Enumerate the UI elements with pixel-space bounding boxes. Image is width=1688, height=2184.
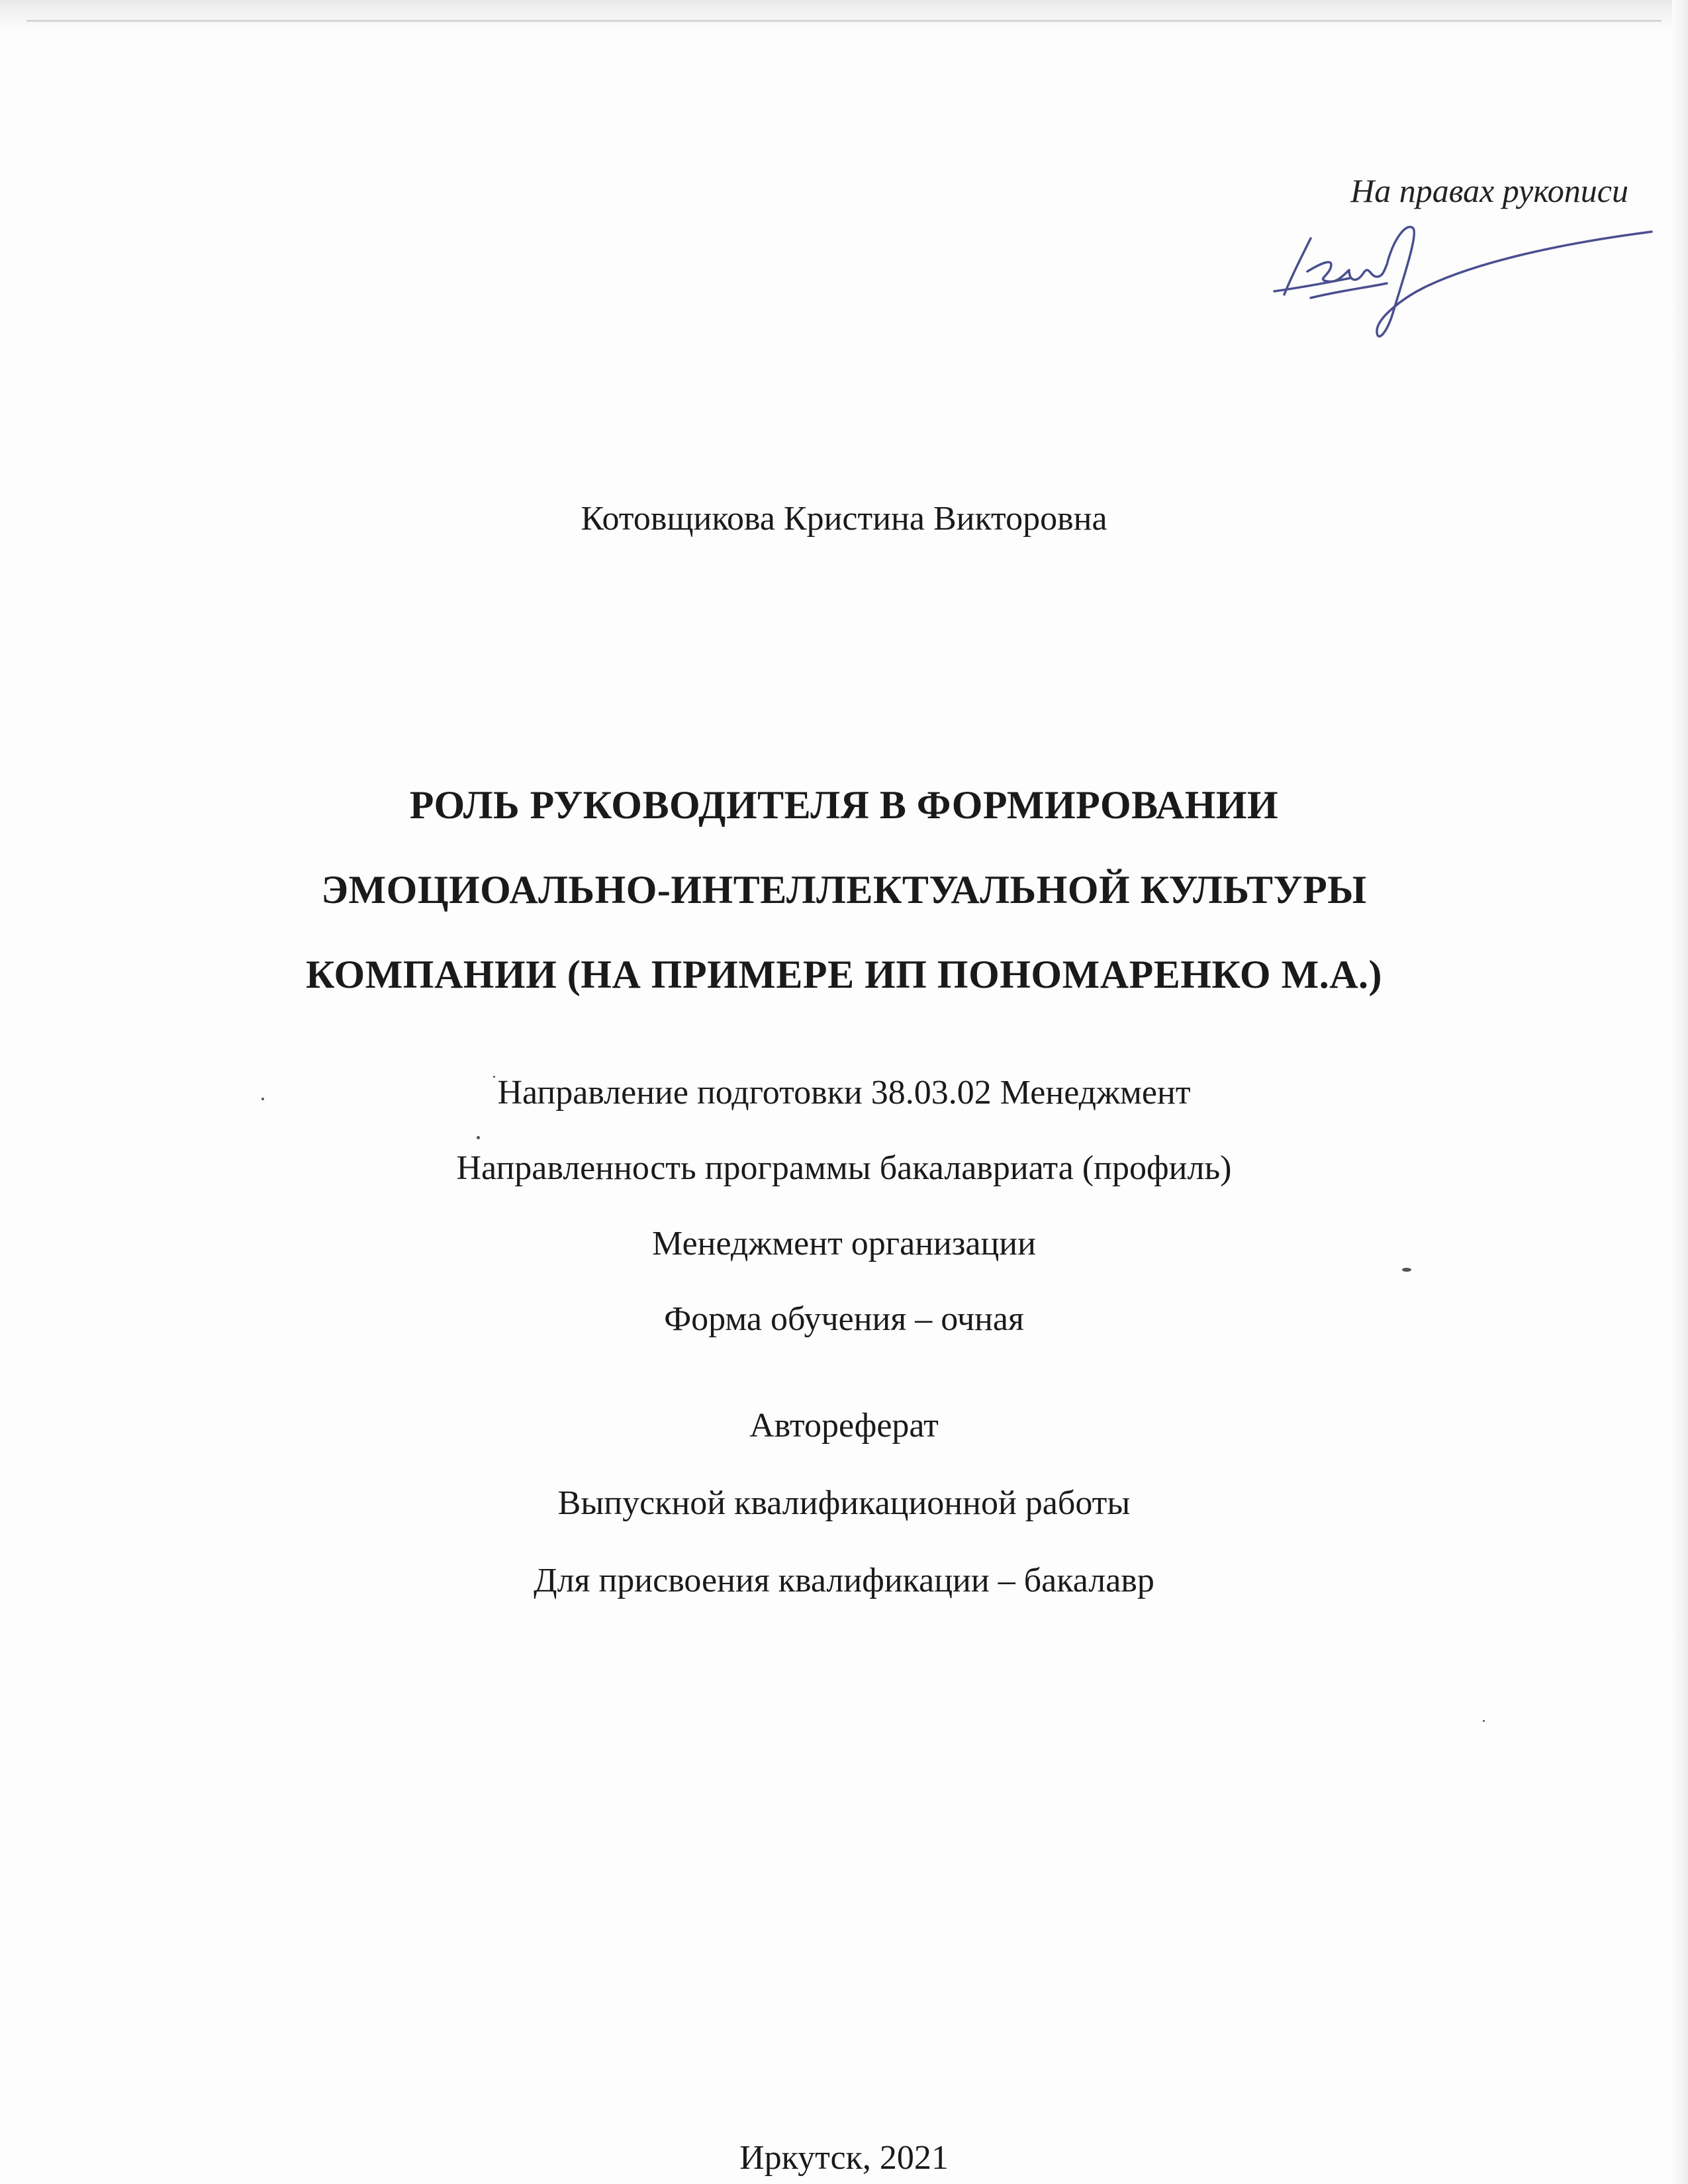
thesis-title <box>0 763 1688 1017</box>
title-line: КОМПАНИИ (НА ПРИМЕРЕ ИП ПОНОМАРЕНКО М.А.) <box>305 953 1383 996</box>
city-year: Иркутск, 2021 <box>739 2139 949 2177</box>
qualification: Для присвоения квалификации – бакалавр <box>534 1562 1154 1599</box>
program-profile: Менеджмент организации <box>652 1225 1036 1262</box>
work-type: Выпускной квалификационной работы <box>557 1484 1131 1522</box>
study-form: Форма обучения – очная <box>664 1300 1024 1338</box>
document-kind: Автореферат <box>749 1407 939 1445</box>
program-info <box>0 1055 1688 1357</box>
title-line: РОЛЬ РУКОВОДИТЕЛЯ В ФОРМИРОВАНИИ <box>409 783 1279 827</box>
scan-edge-line <box>26 20 1662 22</box>
program-focus: Направленность программы бакалавриата (профиль) <box>456 1149 1232 1187</box>
program-direction: Направление подготовки 38.03.02 Менеджмент <box>497 1074 1191 1112</box>
scan-speck <box>1483 1720 1485 1722</box>
manuscript-note: На правах рукописи <box>1350 172 1628 209</box>
author-signature <box>1271 199 1655 351</box>
title-line: ЭМОЦИОАЛЬНО-ИНТЕЛЛЕКТУАЛЬНОЙ КУЛЬТУРЫ <box>321 868 1367 912</box>
author-name: Котовщикова Кристина Викторовна <box>581 500 1107 538</box>
scan-edge-top <box>0 0 1688 30</box>
document-type <box>0 1387 1688 1619</box>
